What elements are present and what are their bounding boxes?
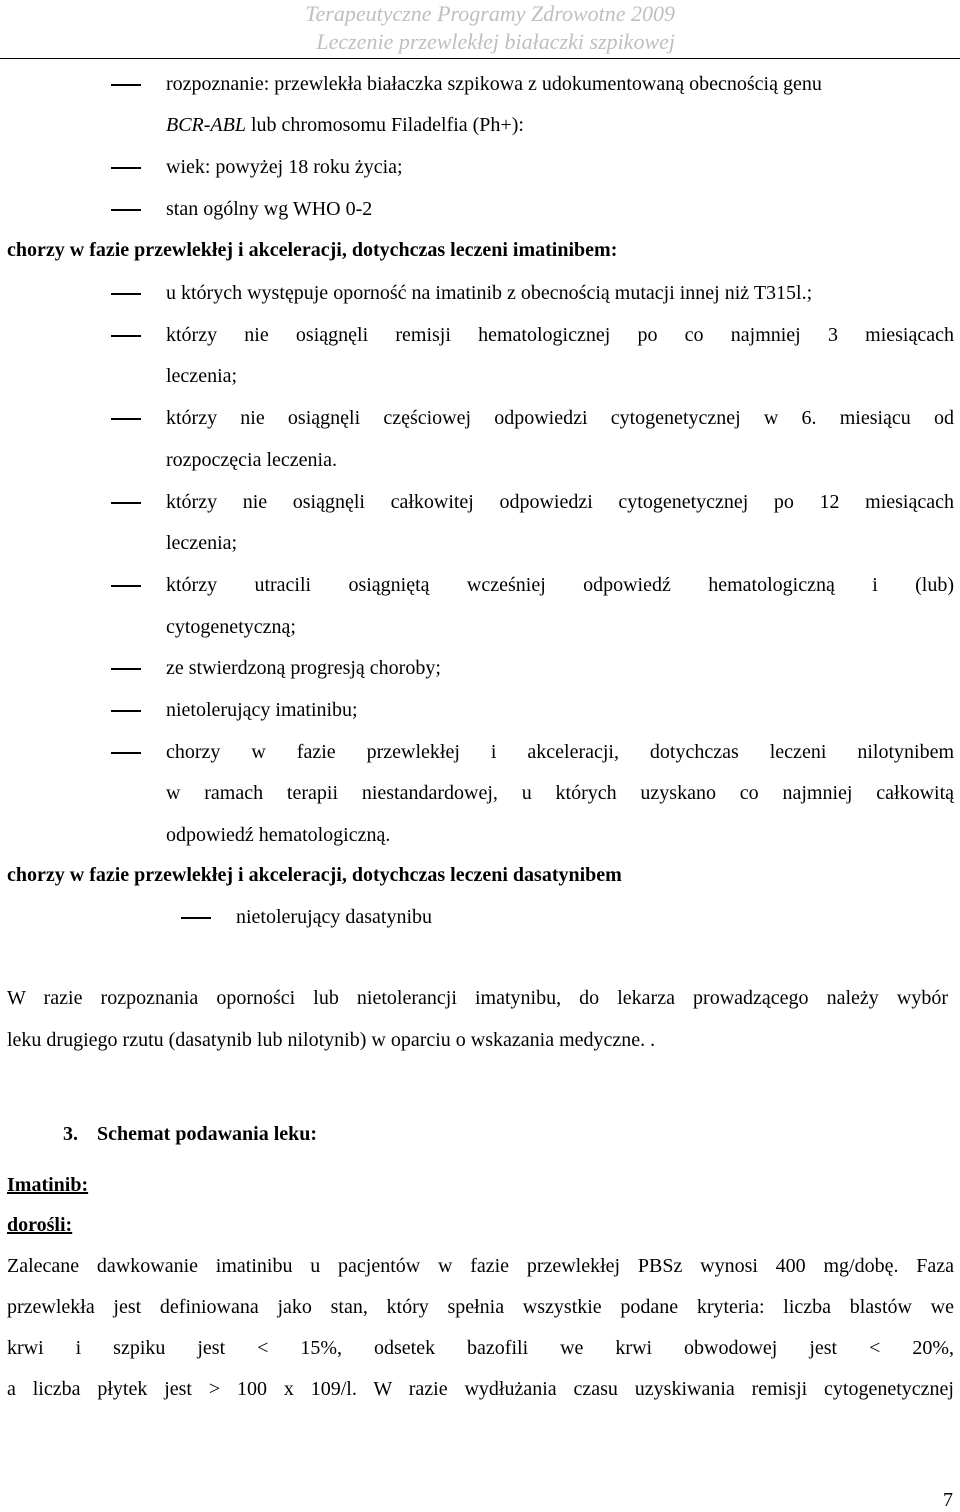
list-item-continuation: rozpoczęcia leczenia. (166, 449, 337, 471)
dosage-paragraph-line: Zalecane dawkowanie imatinibu u pacjentów w fazie przewlekłej PBSz wynosi 400 mg/dobę. Faza (7, 1255, 954, 1277)
bullet-dash (181, 917, 211, 919)
header-divider (0, 58, 960, 59)
dasatinib-group-heading: chorzy w fazie przewlekłej i akceleracji, dotychczas leczeni dasatynibem (7, 864, 622, 886)
patient-group-heading: dorośli: (7, 1214, 73, 1236)
bullet-dash (111, 752, 141, 754)
list-item: chorzy w fazie przewlekłej i akceleracji, dotychczas leczeni nilotynibem (166, 741, 954, 763)
gene-name: BCR-ABL (166, 114, 246, 136)
bullet-dash (111, 668, 141, 670)
bullet-dash (111, 209, 141, 211)
resistance-paragraph-line2: leku drugiego rzutu (dasatynib lub nilotynib) w oparciu o wskazania medyczne. . (7, 1029, 656, 1051)
header-program-title: Terapeutyczne Programy Zdrowotne 2009 (305, 1, 675, 26)
list-item: którzy nie osiągnęli remisji hematologicznej po co najmniej 3 miesiącach (166, 324, 954, 346)
list-item: u których występuje oporność na imatinib z obecnością mutacji innej niż T315l.; (166, 282, 813, 304)
criterion-diagnosis-line2 (166, 113, 524, 137)
bullet-dash (111, 335, 141, 337)
drug-heading: Imatinib: (7, 1174, 89, 1196)
list-item-continuation: leczenia; (166, 532, 238, 554)
criterion-who-status: stan ogólny wg WHO 0-2 (166, 198, 373, 220)
list-item: którzy nie osiągnęli całkowitej odpowiedzi cytogenetycznej po 12 miesiącach (166, 491, 954, 513)
list-item: którzy utracili osiągniętą wcześniej odpowiedź hematologiczną i (lub) (166, 574, 954, 596)
dosage-paragraph-line: krwi i szpiku jest < 15%, odsetek bazofili we krwi obwodowej jest < 20%, (7, 1337, 954, 1359)
criterion-diagnosis-rest: lub chromosomu Filadelfia (Ph+): (246, 114, 524, 136)
criterion-age: wiek: powyżej 18 roku życia; (166, 156, 403, 178)
list-item: ze stwierdzoną progresją choroby; (166, 657, 441, 679)
bullet-dash (111, 84, 141, 86)
bullet-dash (111, 293, 141, 295)
page-number: 7 (943, 1489, 953, 1511)
header-document-title: Leczenie przewlekłej białaczki szpikowej (316, 29, 675, 54)
bullet-dash (111, 167, 141, 169)
bullet-dash (111, 710, 141, 712)
list-item-continuation: w ramach terapii niestandardowej, u których uzyskano co najmniej całkowitą (166, 782, 954, 804)
resistance-paragraph-line1: W razie rozpoznania oporności lub nietolerancji imatynibu, do lekarza prowadzącego należy wybór (7, 987, 948, 1009)
bullet-dash (111, 418, 141, 420)
bullet-dash (111, 502, 141, 504)
list-item-continuation: leczenia; (166, 365, 238, 387)
imatinib-group-heading: chorzy w fazie przewlekłej i akceleracji, dotychczas leczeni imatinibem: (7, 239, 618, 261)
list-item-continuation: cytogenetyczną; (166, 616, 296, 638)
dosage-paragraph-line: a liczba płytek jest > 100 x 109/l. W razie wydłużania czasu uzyskiwania remisji cytogenetycznej (7, 1378, 954, 1400)
running-header (305, 0, 675, 56)
list-item: którzy nie osiągnęli częściowej odpowiedzi cytogenetycznej w 6. miesiącu od (166, 407, 954, 429)
list-item: nietolerujący imatinibu; (166, 699, 358, 721)
dosage-paragraph-line: przewlekła jest definiowana jako stan, który spełnia wszystkie podane kryteria: liczba blastów we (7, 1296, 954, 1318)
section-number: 3. (63, 1123, 78, 1145)
section-title: Schemat podawania leku: (97, 1123, 318, 1145)
criterion-diagnosis-line1: rozpoznanie: przewlekła białaczka szpikowa z udokumentowaną obecnością genu (166, 73, 822, 95)
bullet-dash (111, 585, 141, 587)
list-item-continuation: odpowiedź hematologiczną. (166, 824, 391, 846)
list-item: nietolerujący dasatynibu (236, 906, 433, 928)
